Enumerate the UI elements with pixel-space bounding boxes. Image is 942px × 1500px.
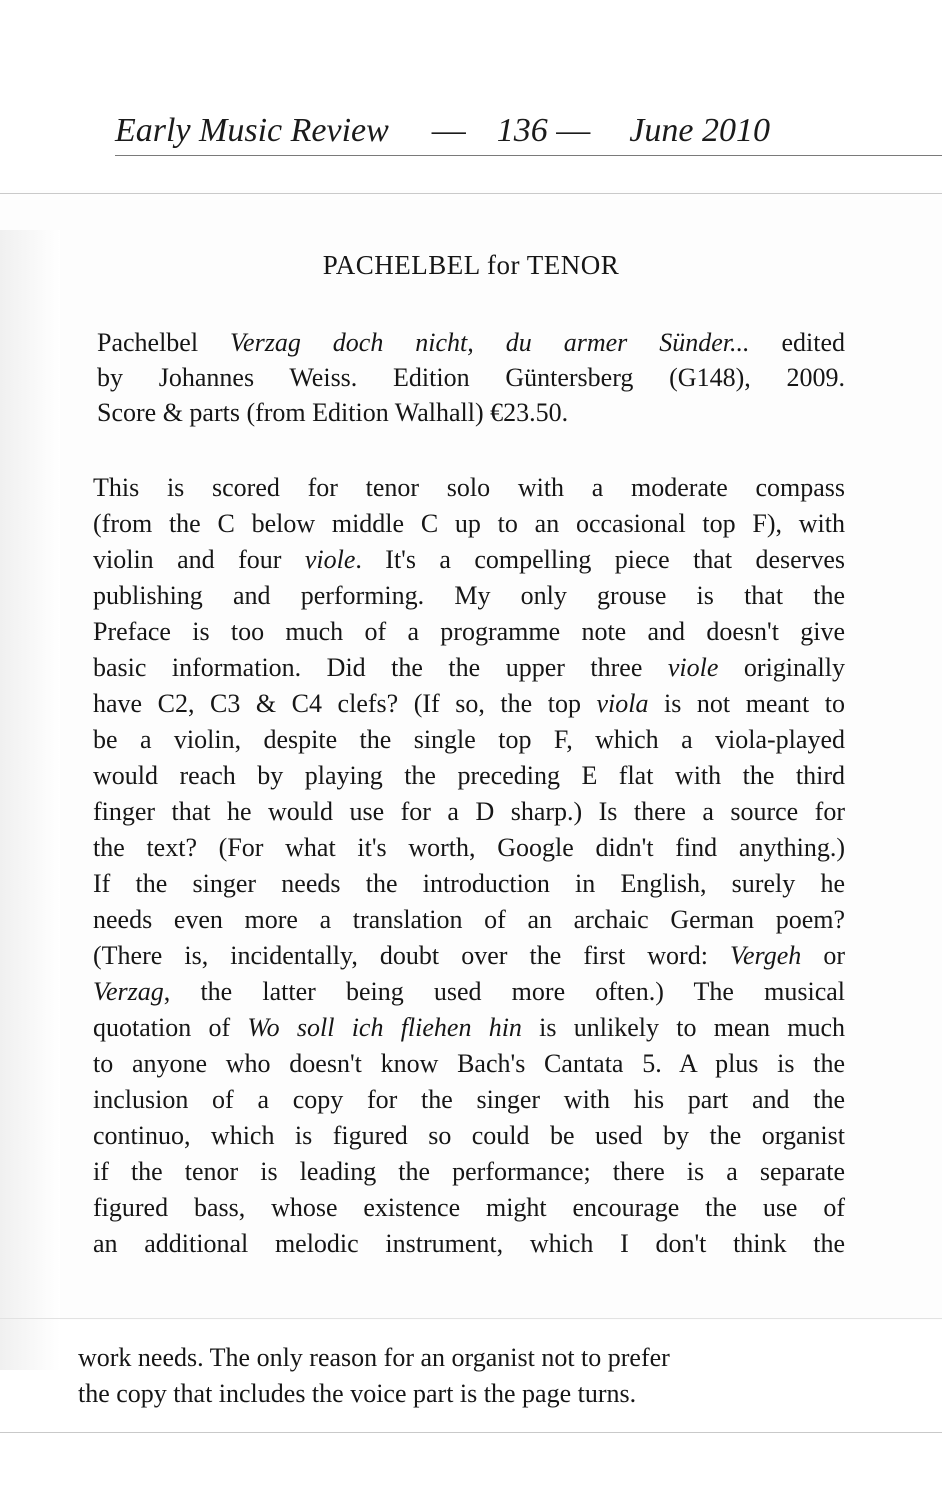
body-line: This is scored for tenor solo with a moderate compass (93, 473, 845, 502)
body-line: (from the C below middle C up to an occasional top F), with (93, 509, 845, 538)
running-header (115, 112, 815, 150)
continuation-line: the copy that includes the voice part is the page turns. (78, 1379, 637, 1408)
body-line: would reach by playing the preceding E flat with the third (93, 761, 845, 790)
body-line: violin and four viole. It's a compelling piece that deserves (93, 545, 845, 574)
citation-line: Score & parts (from Edition Walhall) €23.50. (97, 398, 569, 427)
body-line: be a violin, despite the single top F, which a viola-played (93, 725, 845, 754)
header-dash-2: — (556, 112, 591, 149)
body-line: If the singer needs the introduction in English, surely he (93, 869, 845, 898)
scan-edge-bottom (0, 1432, 942, 1433)
citation-line: Pachelbel Verzag doch nicht, du armer Sünder... edited (97, 328, 846, 357)
page-number: 136 (496, 112, 548, 149)
body-line: continuo, which is figured so could be used by the organist (93, 1121, 845, 1150)
work-title: Verzag doch nicht, du armer Sünder... (230, 328, 750, 357)
body-line: Preface is too much of a programme note and doesn't give (93, 617, 845, 646)
review-continuation (78, 1340, 838, 1412)
body-line: needs even more a translation of an archaic German poem? (93, 905, 845, 934)
body-line: an additional melodic instrument, which I don't think the (93, 1229, 845, 1258)
header-rule (115, 155, 942, 156)
body-line: have C2, C3 & C4 clefs? (If so, the top viola is not meant to (93, 689, 845, 718)
journal-name: Early Music Review (115, 112, 389, 149)
article-title: PACHELBEL for TENOR (322, 250, 620, 280)
body-line: inclusion of a copy for the singer with his part and the (93, 1085, 845, 1114)
scan-edge-top (0, 193, 942, 194)
page-edge-shadow (0, 230, 60, 1370)
body-line: finger that he would use for a D sharp.) Is there a source for (93, 797, 845, 826)
body-line: the text? (For what it's worth, Google didn't find anything.) (93, 833, 845, 862)
continuation-line: work needs. The only reason for an organist not to prefer (78, 1343, 670, 1372)
header-dash-1: — (431, 112, 466, 149)
body-line: to anyone who doesn't know Bach's Cantata 5. A plus is the (93, 1049, 845, 1078)
review-citation (97, 325, 845, 430)
body-line: publishing and performing. My only grouse is that the (93, 581, 845, 610)
issue-date: June 2010 (629, 112, 770, 149)
body-line: figured bass, whose existence might encourage the use of (93, 1193, 845, 1222)
scan-edge-middle (0, 1318, 942, 1319)
review-body (93, 470, 845, 1262)
body-line: quotation of Wo soll ich fliehen hin is unlikely to mean much (93, 1013, 846, 1042)
body-line: (There is, incidentally, doubt over the first word: Vergeh or (93, 941, 845, 970)
body-line: Verzag, the latter being used more often.) The musical (93, 977, 845, 1006)
body-line: basic information. Did the the upper three viole originally (93, 653, 845, 682)
body-line: if the tenor is leading the performance; there is a separate (93, 1157, 845, 1186)
citation-line: by Johannes Weiss. Edition Güntersberg (G148), 2009. (97, 363, 845, 392)
